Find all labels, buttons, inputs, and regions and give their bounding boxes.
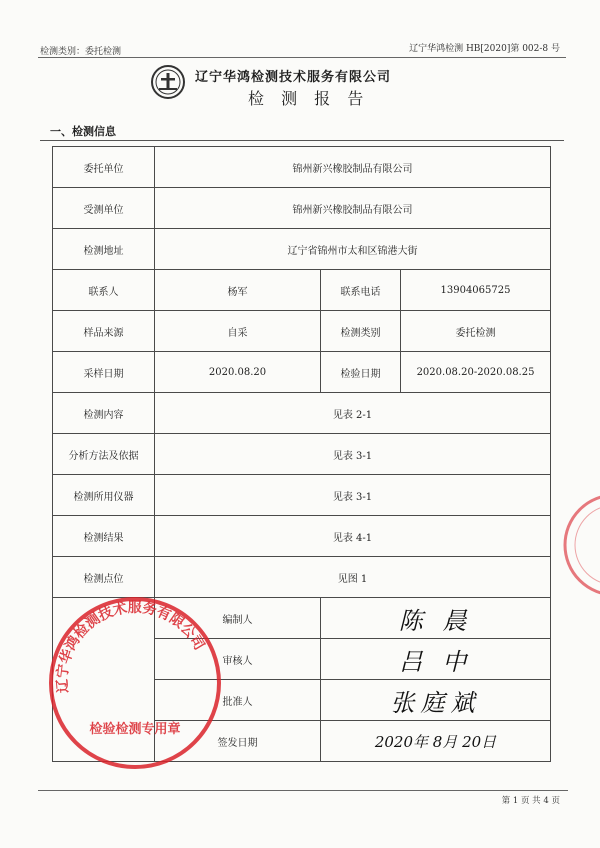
- row-prepared: [53, 598, 551, 639]
- tested-value: 锦州新兴橡胶制品有限公司: [155, 188, 551, 229]
- testdate-value: 2020.08.20-2020.08.25: [401, 352, 551, 393]
- points-value: 见图 1: [155, 557, 551, 598]
- reviewed-signature: [321, 639, 551, 680]
- company-name: 辽宁华鸿检测技术服务有限公司: [195, 70, 392, 85]
- result-value: 见表 4-1: [155, 516, 551, 557]
- footer-rule: [38, 790, 568, 791]
- prepared-signature-text: 陈 晨: [398, 606, 473, 635]
- seal-bottom-text: 检验检测专用章: [89, 722, 181, 737]
- sampling-label: 采样日期: [53, 352, 155, 393]
- edge-seal-fragment: [560, 490, 600, 600]
- reviewed-label: 审核人: [155, 639, 321, 680]
- header-category: 检测类别：委托检测: [40, 47, 122, 57]
- phone-label: 联系电话: [321, 270, 401, 311]
- signoff-stamp-cell: [53, 598, 155, 762]
- row-dates: [53, 352, 551, 393]
- testdate-label: 检验日期: [321, 352, 401, 393]
- company-logo-icon: [150, 64, 186, 100]
- reviewed-signature-text: 吕 中: [398, 647, 473, 676]
- instrument-value: 见表 3-1: [155, 475, 551, 516]
- row-address: [53, 229, 551, 270]
- points-label: 检测点位: [53, 557, 155, 598]
- info-table: [52, 146, 551, 762]
- row-method: [53, 434, 551, 475]
- content-value: 见表 2-1: [155, 393, 551, 434]
- row-instrument: [53, 475, 551, 516]
- row-source: [53, 311, 551, 352]
- header-rule: [38, 57, 566, 58]
- category-label: 检测类别: [321, 311, 401, 352]
- source-value: 自采: [155, 311, 321, 352]
- report-title: 检 测 报 告: [248, 89, 370, 108]
- prepared-signature: [321, 598, 551, 639]
- client-label: 委托单位: [53, 147, 155, 188]
- seal-text: 辽宁华鸿检测技术服务有限公司: [54, 600, 208, 694]
- prepared-label: 编制人: [155, 598, 321, 639]
- approved-signature: [321, 680, 551, 721]
- header-report-number: 辽宁华鸿检测 HB[2020]第 002-8 号: [409, 44, 560, 54]
- sampling-value: 2020.08.20: [155, 352, 321, 393]
- method-label: 分析方法及依据: [53, 434, 155, 475]
- phone-value: 13904065725: [401, 270, 551, 311]
- client-value: 锦州新兴橡胶制品有限公司: [155, 147, 551, 188]
- approved-signature-text: 张庭斌: [390, 688, 481, 717]
- category-value: 委托检测: [401, 311, 551, 352]
- row-client: [53, 147, 551, 188]
- contact-label: 联系人: [53, 270, 155, 311]
- row-contact: [53, 270, 551, 311]
- section-title: 一、检测信息: [50, 125, 116, 138]
- source-label: 样品来源: [53, 311, 155, 352]
- row-result: [53, 516, 551, 557]
- address-value: 辽宁省锦州市太和区锦港大街: [155, 229, 551, 270]
- address-label: 检测地址: [53, 229, 155, 270]
- date-signature: [321, 721, 551, 762]
- result-label: 检测结果: [53, 516, 155, 557]
- row-tested: [53, 188, 551, 229]
- row-points: [53, 557, 551, 598]
- date-signature-text: 2020年 8月 20日: [374, 732, 497, 751]
- content-label: 检测内容: [53, 393, 155, 434]
- section-rule: [40, 140, 564, 141]
- approved-label: 批准人: [155, 680, 321, 721]
- method-value: 见表 3-1: [155, 434, 551, 475]
- row-content: [53, 393, 551, 434]
- contact-value: 杨军: [155, 270, 321, 311]
- page-number: 第 1 页 共 4 页: [501, 796, 560, 806]
- date-label: 签发日期: [155, 721, 321, 762]
- tested-label: 受测单位: [53, 188, 155, 229]
- instrument-label: 检测所用仪器: [53, 475, 155, 516]
